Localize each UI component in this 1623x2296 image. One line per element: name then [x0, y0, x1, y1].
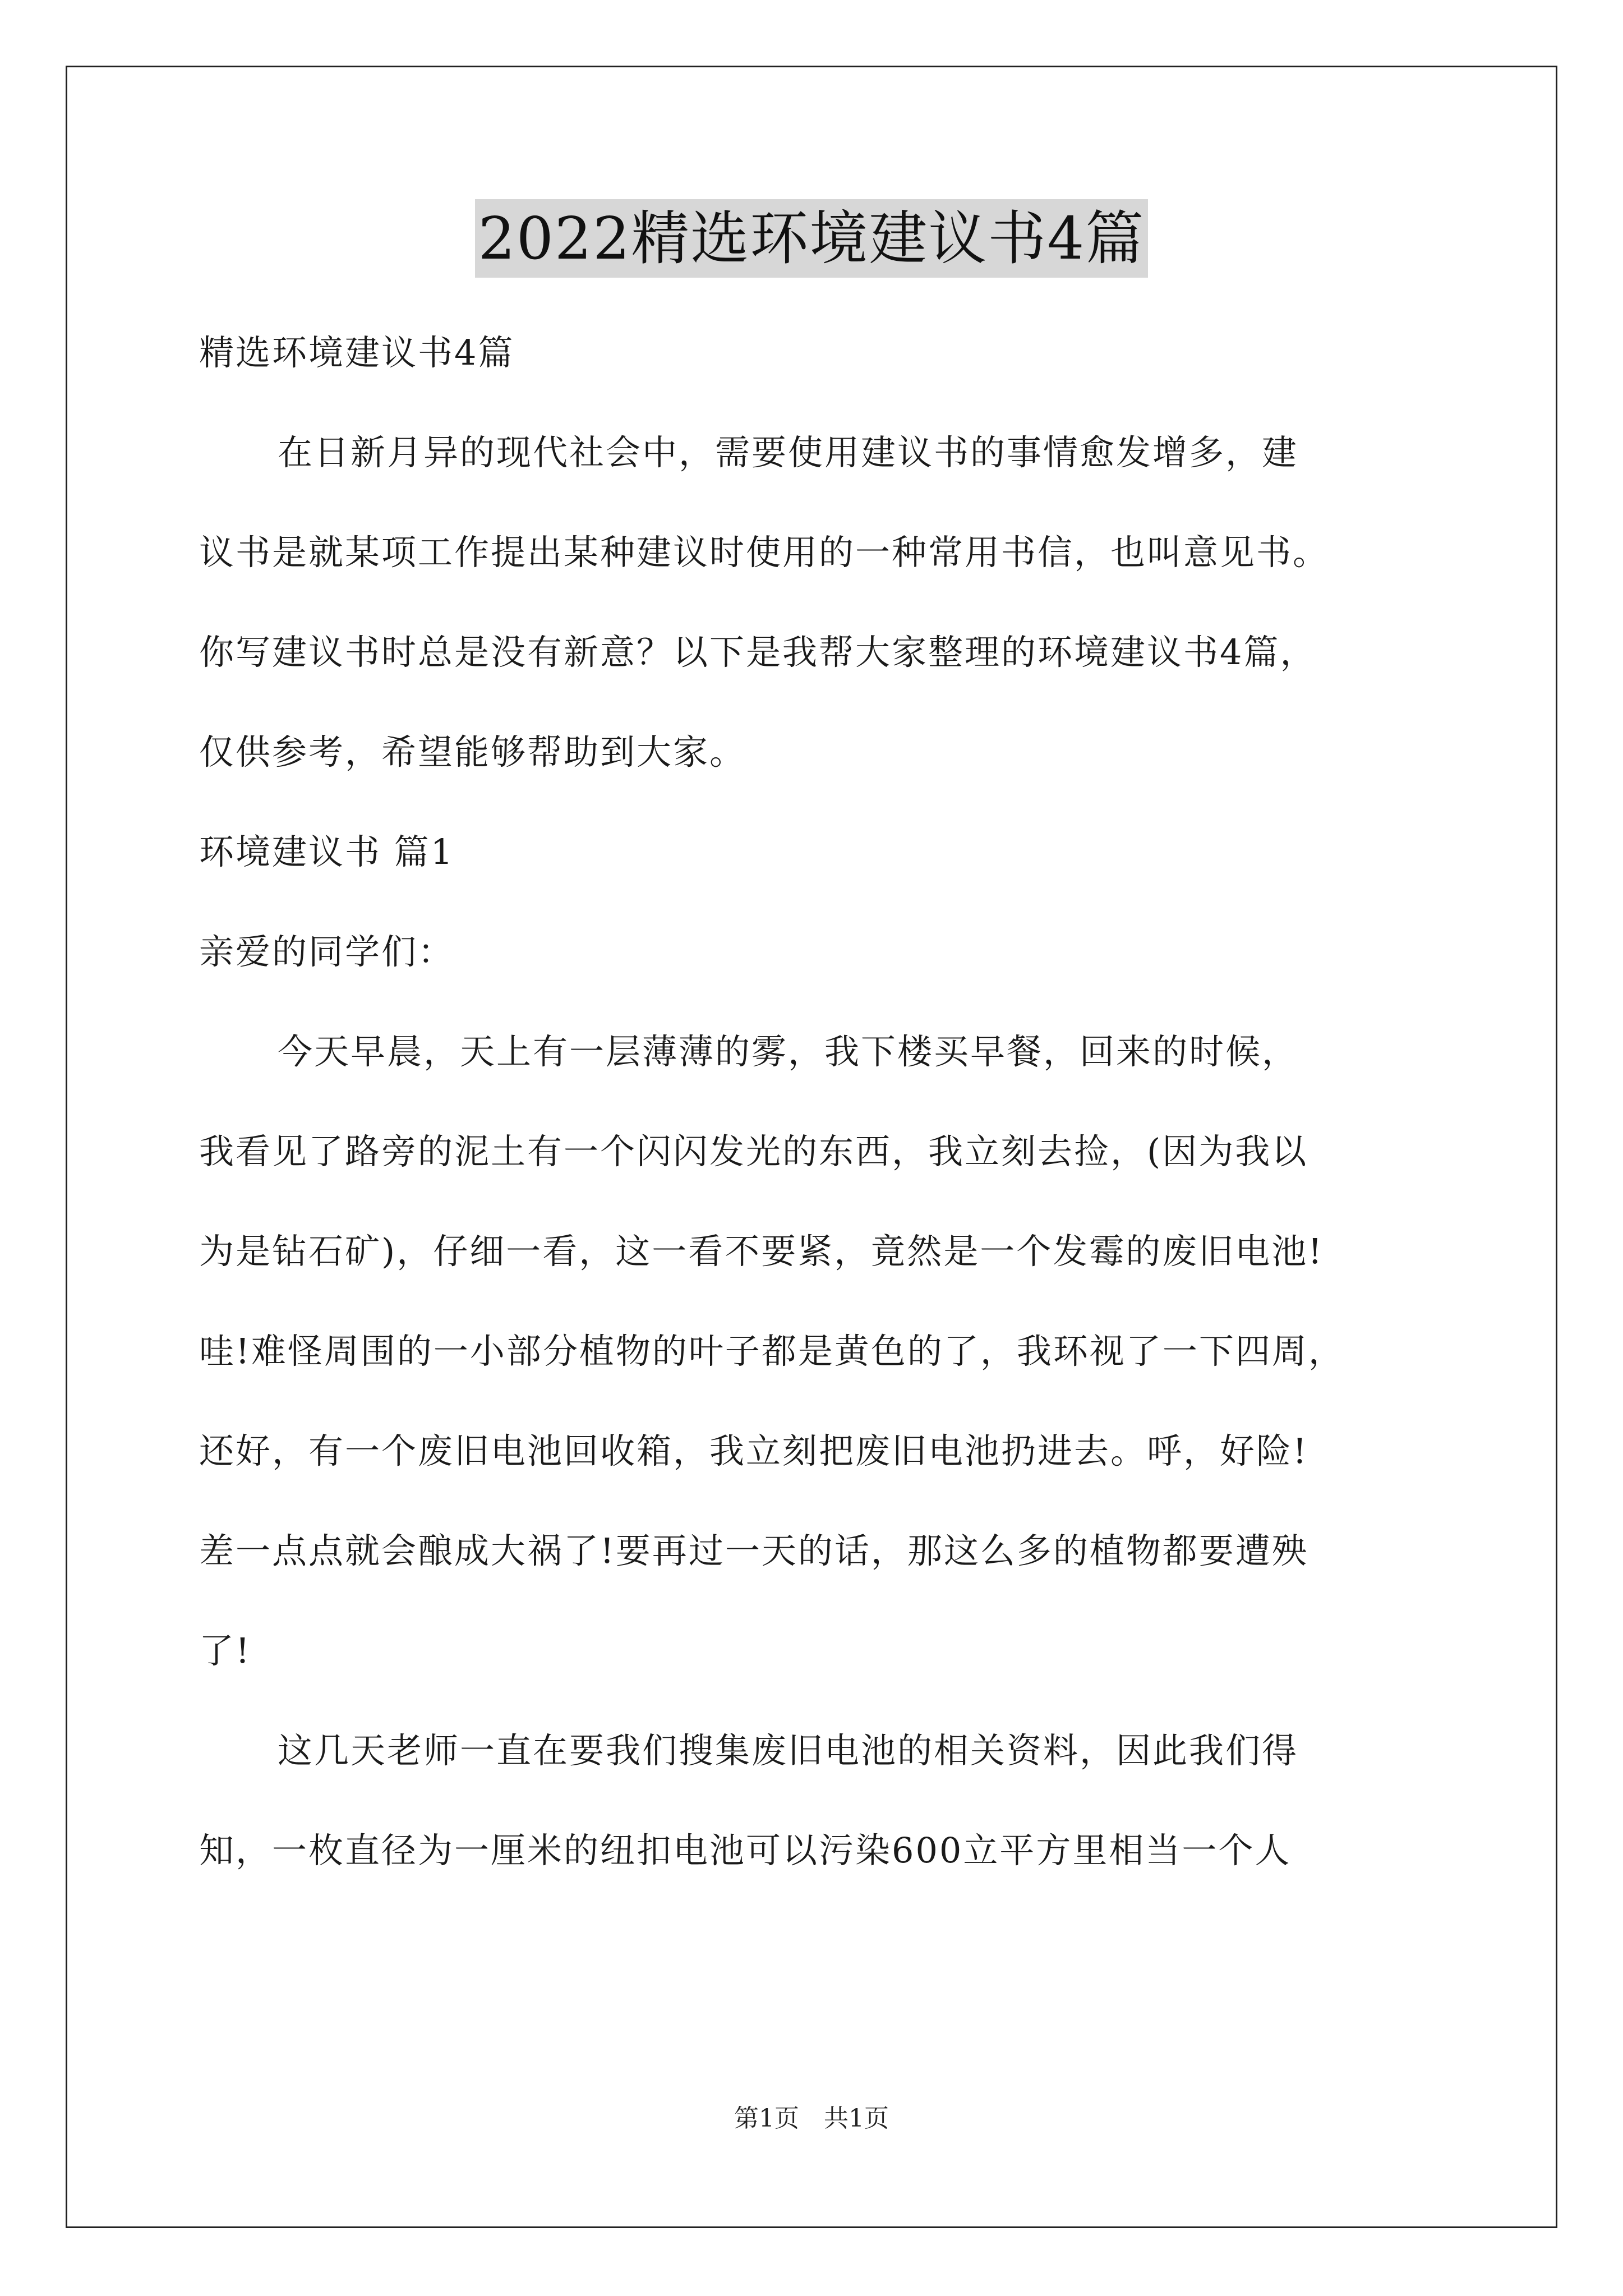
body-line: 为是钻石矿)，仔细一看，这一看不要紧，竟然是一个发霉的废旧电池! [199, 1231, 1324, 1272]
body-line: 差一点点就会酿成大祸了!要再过一天的话，那这么多的植物都要遭殃 [199, 1530, 1308, 1571]
body-line: 仅供参考，希望能够帮助到大家。 [199, 731, 746, 772]
body-line: 亲爱的同学们： [199, 931, 455, 972]
body-line: 你写建议书时总是没有新意？以下是我帮大家整理的环境建议书4篇， [199, 632, 1317, 673]
body-line: 这几天老师一直在要我们搜集废旧电池的相关资料，因此我们得 [278, 1730, 1299, 1771]
body-line: 了! [199, 1630, 251, 1671]
body-line: 环境建议书 篇1 [199, 831, 455, 872]
body-line: 还好，有一个废旧电池回收箱，我立刻把废旧电池扔进去。呼，好险! [199, 1430, 1308, 1471]
body-line: 今天早晨，天上有一层薄薄的雾，我下楼买早餐，回来的时候， [278, 1031, 1299, 1072]
document-body [199, 303, 1433, 1901]
title-area [0, 199, 1623, 278]
body-line: 精选环境建议书4篇 [199, 332, 515, 373]
document-title: 2022精选环境建议书4篇 [475, 199, 1149, 278]
body-line: 在日新月异的现代社会中，需要使用建议书的事情愈发增多，建 [278, 432, 1299, 473]
body-line: 议书是就某项工作提出某种建议时使用的一种常用书信，也叫意见书。 [199, 532, 1330, 573]
page-footer: 第1页 共1页 [734, 2104, 889, 2133]
body-line: 知，一枚直径为一厘米的纽扣电池可以污染600立平方里相当一个人 [199, 1830, 1292, 1871]
body-line: 哇!难怪周围的一小部分植物的叶子都是黄色的了，我环视了一下四周， [199, 1331, 1345, 1372]
body-line: 我看见了路旁的泥土有一个闪闪发光的东西，我立刻去捡，(因为我以 [199, 1131, 1308, 1172]
